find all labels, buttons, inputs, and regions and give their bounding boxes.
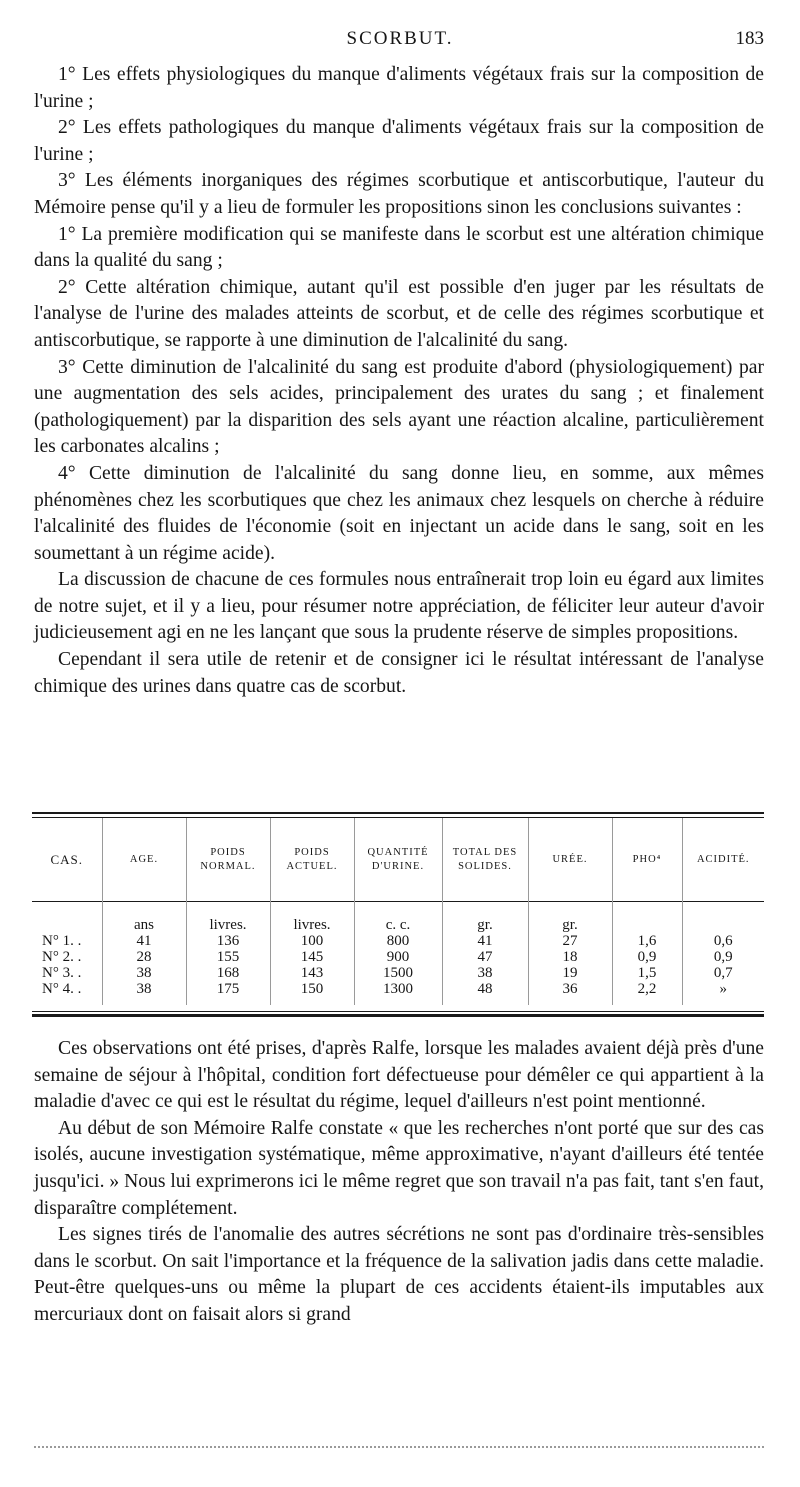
table-cell: gr. — [528, 901, 612, 933]
paragraph: Cependant il sera utile de retenir et de consigner ici le résultat intéressant de l'analyse chimique des urines dans quatre cas de scorbut. — [34, 649, 764, 697]
table-cell: 0,9 — [682, 949, 764, 965]
table-cell: 1300 — [354, 981, 442, 1005]
table-cell: 168 — [186, 965, 270, 981]
paragraph: 2° Les effets pathologiques du manque d'aliments végétaux frais sur la composition de l'urine ; — [34, 117, 764, 165]
table-row — [32, 933, 764, 949]
table-cell: 2,2 — [612, 981, 682, 1005]
table-cell: N° 3. . — [42, 965, 82, 981]
column-header-total-solides: TOTAL DES SOLIDES. — [442, 818, 528, 901]
footer-dotted-rule — [34, 1440, 764, 1448]
table-top-rule — [32, 812, 764, 814]
paragraph: Au début de son Mémoire Ralfe constate « que les recherches n'ont porté que sur des cas isolés, aucune investigation systématique, même approximative, n'ayant d'ailleurs été tentée jusqu'ici. » Nous lui exprimerons ici le même regret que son travail n'a pas fait, tant s'en faut, disparaître complétement. — [34, 1117, 764, 1219]
table-bottom-rule — [32, 1014, 764, 1017]
paragraph: 1° Les effets physiologiques du manque d'aliments végétaux frais sur la composition de l'urine ; — [34, 64, 764, 112]
column-header-acidite: ACIDITÉ. — [682, 818, 764, 901]
paragraph: Les signes tirés de l'anomalie des autres sécrétions ne sont pas d'ordinaire très-sensibles dans le scorbut. On sait l'importance et la fréquence de la salivation jadis dans cette maladie. Peut-être quelques-uns ou même la plupart de ces accidents étaient-ils imputables aux mercuriaux dont on faisait alors si grand — [34, 1224, 764, 1325]
table-cell: ans — [102, 901, 186, 933]
table-cell: N° 1. . — [42, 933, 82, 949]
table-cell: 175 — [186, 981, 270, 1005]
table-cell: 800 — [354, 933, 442, 949]
table-cell: c. c. — [354, 901, 442, 933]
table-cell: 0,6 — [682, 933, 764, 949]
column-header-age: AGE. — [102, 818, 186, 901]
table-row — [32, 949, 764, 965]
column-header-cas: CAS. — [50, 851, 84, 867]
table-cell: 100 — [270, 933, 354, 949]
column-header-uree: URÉE. — [528, 818, 612, 901]
table-bottom-rule-inner — [32, 1011, 764, 1012]
column-header-poids-actuel: POIDS ACTUEL. — [270, 818, 354, 901]
paragraph: 3° Les éléments inorganiques des régimes scorbutique et antiscorbutique, l'auteur du Mémoire pense qu'il y a lieu de formuler les propositions sinon les conclusions suivantes : — [34, 170, 764, 218]
table-cell: 136 — [186, 933, 270, 949]
paragraph: 4° Cette diminution de l'alcalinité du sang donne lieu, en somme, aux mêmes phénomènes chez les scorbutiques que chez les animaux chez lesquels on cherche à réduire l'alcalinité des fluides de l'économie (soit en injectant un acide dans le sang, soit en les soumettant à un régime acide). — [34, 462, 764, 564]
table-cell — [32, 901, 102, 933]
paragraph: 2° Cette altération chimique, autant qu'il est possible d'en juger par les résultats de l'analyse de l'urine des malades atteints de scorbut, et de celle des régimes scorbutique et antiscorbutique, se rapporte à une diminution de l'alcalinité du sang. — [34, 276, 764, 351]
table-cell: gr. — [442, 901, 528, 933]
table-cell: 41 — [102, 933, 186, 949]
table-cell: 0,7 — [682, 965, 764, 981]
table-cell: 0,9 — [612, 949, 682, 965]
table-cell: 41 — [442, 933, 528, 949]
column-header-quantite-urine: QUANTITÉ D'URINE. — [354, 818, 442, 901]
table-cell — [682, 901, 764, 933]
paragraph: 1° La première modification qui se manifeste dans le scorbut est une altération chimique dans la qualité du sang ; — [34, 223, 764, 272]
urine-analysis-table — [32, 812, 764, 1024]
table-cell: livres. — [186, 901, 270, 933]
running-title: SCORBUT. — [346, 28, 454, 49]
paragraph: Ces observations ont été prises, d'après Ralfe, lorsque les malades avaient déjà près d'une semaine de séjour à l'hôpital, condition fort défectueuse pour démêler ce qui appartient à la maladie d'avec ce qui est le résultat du régime, lequel d'ailleurs n'est point mentionné. — [34, 1038, 764, 1113]
column-header-poids-normal: POIDS NORMAL. — [186, 818, 270, 901]
table-cell: 18 — [528, 949, 612, 965]
table-cell: 155 — [186, 949, 270, 965]
paragraph: 3° Cette diminution de l'alcalinité du sang est produite d'abord (physiologiquement) par une augmentation des sels acides, principalement des urates du sang ; et finalement (pathologiquement) par la disparition des sels ayant une réaction alcaline, particulièrement les carbonates alcalins ; — [34, 356, 764, 458]
table-cell: 143 — [270, 965, 354, 981]
table-cell: 47 — [442, 949, 528, 965]
table-row — [32, 965, 764, 981]
table-units-row — [32, 901, 764, 933]
table-cell: 38 — [102, 981, 186, 1005]
table-cell: » — [682, 981, 764, 1005]
table-cell: N° 2. . — [42, 949, 82, 965]
table-cell: 36 — [528, 981, 612, 1005]
table-cell: 38 — [442, 965, 528, 981]
column-header-pho4: PHO⁴ — [612, 818, 682, 901]
body-text-upper — [34, 62, 764, 700]
table-cell: 1,5 — [612, 965, 682, 981]
page-number: 183 — [735, 28, 764, 49]
table-cell: 19 — [528, 965, 612, 981]
table-cell: 145 — [270, 949, 354, 965]
paragraph: La discussion de chacune de ces formules nous entraînerait trop loin eu égard aux limites de notre sujet, et il y a lieu, pour résumer notre appréciation, de féliciter leur auteur d'avoir judicieusement agi en ne les lançant que sous la prudente réserve de simples propositions. — [34, 569, 764, 644]
table-cell: 28 — [102, 949, 186, 965]
table-cell: 38 — [102, 965, 186, 981]
body-text-lower — [34, 1036, 764, 1329]
table-cell: livres. — [270, 901, 354, 933]
table-cell: 900 — [354, 949, 442, 965]
table-cell: 27 — [528, 933, 612, 949]
table-row — [32, 981, 764, 1005]
table-cell: 48 — [442, 981, 528, 1005]
page-header — [34, 28, 766, 54]
table-cell: 150 — [270, 981, 354, 1005]
table-cell: 1500 — [354, 965, 442, 981]
table-cell: 1,6 — [612, 933, 682, 949]
table-cell: N° 4. . — [42, 981, 82, 997]
table-header-row — [32, 818, 764, 901]
table-cell — [612, 901, 682, 933]
